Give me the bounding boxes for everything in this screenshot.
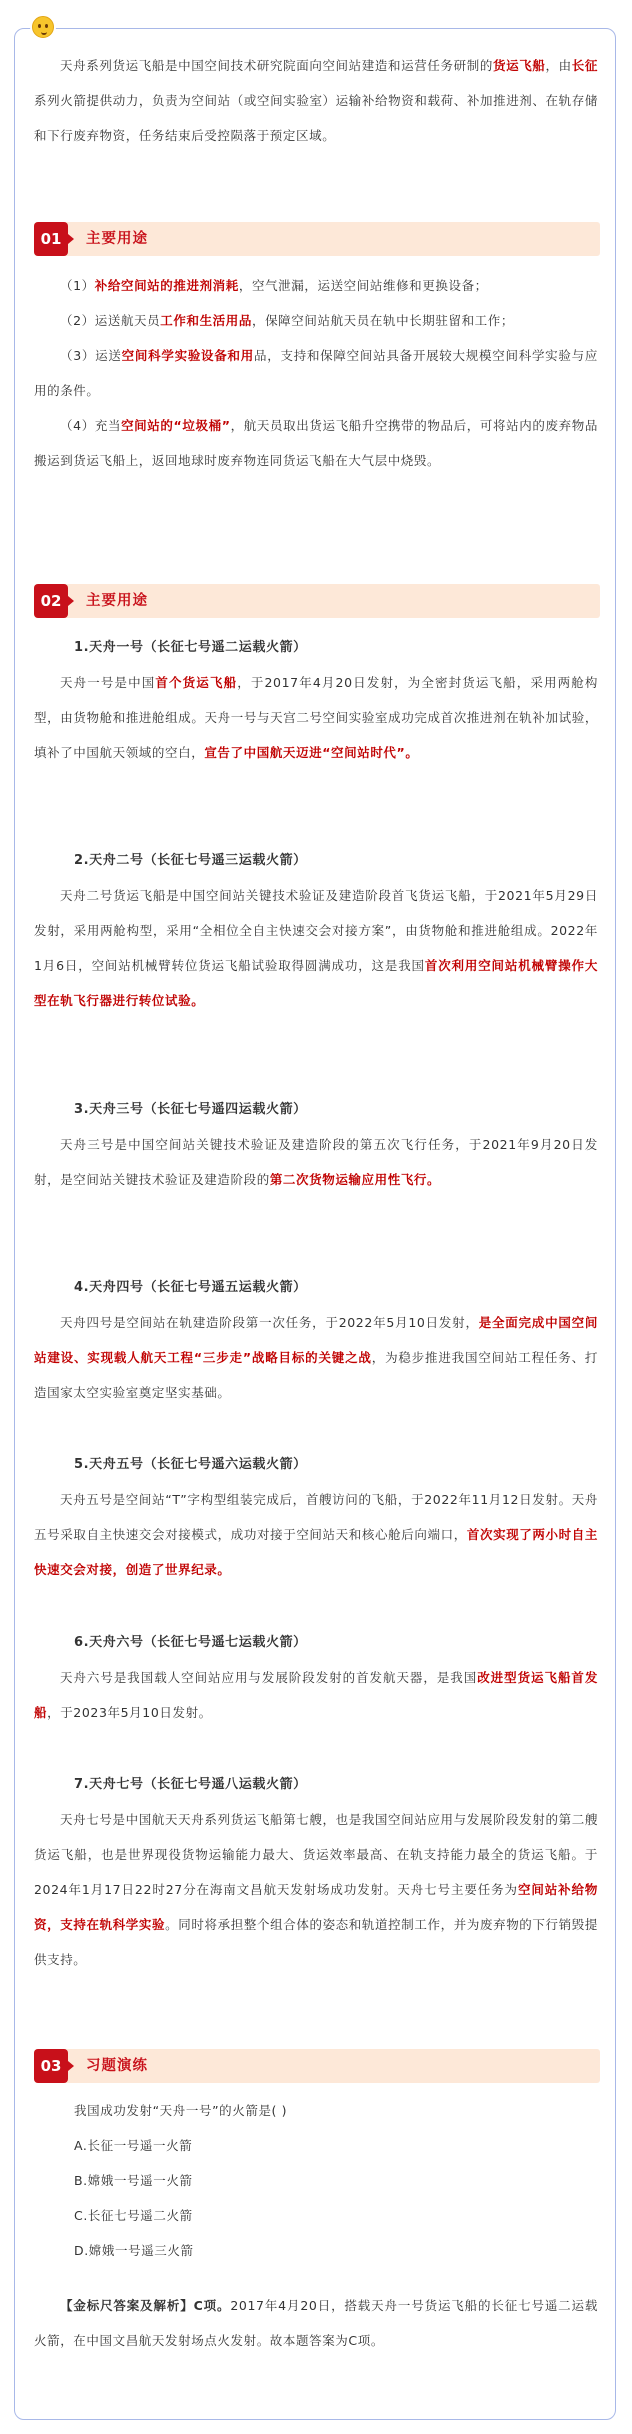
ship-title: 7.天舟七号（长征七号遥八运载火箭） bbox=[74, 1777, 307, 1792]
quiz-option: A.长征一号遥一火箭 bbox=[74, 2138, 193, 2153]
use-item: （1）补给空间站的推进剂消耗，空气泄漏，运送空间站维修和更换设备； bbox=[60, 278, 488, 293]
ship-2: 2.天舟二号（长征七号遥三运载火箭） 天舟二号货运飞船是中国空间站关键技术验证及建造阶段首飞货运飞船，于2021年5月29日发射，采用两舱构型，采用“全相位全自主快速交会对接方案”，由货物舱和推进舱组成。2022年1月6日，空间站机械臂转位货运飞船试验取得圆满成功，这是我国首次利用空间站机械臂操作大型在轨飞行器进行转位试验。 bbox=[34, 843, 598, 1018]
section-header-02: 02 主要用途 bbox=[34, 584, 600, 618]
quiz-option: C.长征七号遥二火箭 bbox=[74, 2208, 193, 2223]
smiley-icon bbox=[30, 14, 56, 40]
intro-paragraph: 天舟系列货运飞船是中国空间技术研究院面向空间站建造和运营任务研制的货运飞船，由长征系列火箭提供动力，负责为空间站（或空间实验室）运输补给物资和载荷、补加推进剂、在轨存储和下行废弃物资，任务结束后受控陨落于预定区域。 bbox=[34, 58, 599, 143]
ship-4: 4.天舟四号（长征七号遥五运载火箭） 天舟四号是空间站在轨建造阶段第一次任务，于2022年5月10日发射，是全面完成中国空间站建设、实现载人航天工程“三步走”战略目标的关键之战，为稳步推进我国空间站工程任务、打造国家太空实验室奠定坚实基础。 bbox=[34, 1270, 598, 1410]
ship-title: 2.天舟二号（长征七号遥三运载火箭） bbox=[74, 853, 307, 868]
ship-title: 4.天舟四号（长征七号遥五运载火箭） bbox=[74, 1280, 307, 1295]
ship-5: 5.天舟五号（长征七号遥六运载火箭） 天舟五号是空间站“T”字构型组装完成后，首艘访问的飞船，于2022年11月12日发射。天舟五号采取自主快速交会对接模式，成功对接于空间站天和核心舱后向端口，首次实现了两小时自主快速交会对接，创造了世界纪录。 bbox=[34, 1447, 598, 1587]
quiz bbox=[34, 2093, 598, 2268]
uses-list bbox=[34, 268, 598, 478]
use-item: （2）运送航天员工作和生活用品，保障空间站航天员在轨中长期驻留和工作； bbox=[60, 313, 514, 328]
quiz-answer: 【金标尺答案及解析】C项。2017年4月20日，搭载天舟一号货运飞船的长征七号遥二运载火箭，在中国文昌航天发射场点火发射。故本题答案为C项。 bbox=[34, 2298, 598, 2348]
quiz-option: D.嫦娥一号遥三火箭 bbox=[74, 2243, 194, 2258]
ship-title: 1.天舟一号（长征七号遥二运载火箭） bbox=[74, 640, 307, 655]
use-item: （3）运送空间科学实验设备和用品，支持和保障空间站具备开展较大规模空间科学实验与应用的条件。 bbox=[34, 348, 598, 398]
ship-title: 3.天舟三号（长征七号遥四运载火箭） bbox=[74, 1102, 307, 1117]
ship-7: 7.天舟七号（长征七号遥八运载火箭） 天舟七号是中国航天天舟系列货运飞船第七艘，也是我国空间站应用与发展阶段发射的第二艘货运飞船，也是世界现役货物运输能力最大、货运效率最高、在轨支持能力最全的货运飞船。于2024年1月17日22时27分在海南文昌航天发射场成功发射。天舟七号主要任务为空间站补给物资，支持在轨科学实验。同时将承担整个组合体的姿态和轨道控制工作，并为废弃物的下行销毁提供支持。 bbox=[34, 1767, 598, 1977]
ship-3: 3.天舟三号（长征七号遥四运载火箭） 天舟三号是中国空间站关键技术验证及建造阶段的第五次飞行任务，于2021年9月20日发射，是空间站关键技术验证及建造阶段的第二次货物运输应用性飞行。 bbox=[34, 1092, 598, 1197]
section-header-01: 01 主要用途 bbox=[34, 222, 600, 256]
quiz-question: 我国成功发射“天舟一号”的火箭是( ) bbox=[74, 2103, 288, 2118]
ship-title: 6.天舟六号（长征七号遥七运载火箭） bbox=[74, 1635, 307, 1650]
section-header-03: 03 习题演练 bbox=[34, 2049, 600, 2083]
ship-6: 6.天舟六号（长征七号遥七运载火箭） 天舟六号是我国载人空间站应用与发展阶段发射的首发航天器，是我国改进型货运飞船首发船，于2023年5月10日发射。 bbox=[34, 1625, 598, 1730]
use-item: （4）充当空间站的“垃圾桶”，航天员取出货运飞船升空携带的物品后，可将站内的废弃物品搬运到货运飞船上，返回地球时废弃物连同货运飞船在大气层中烧毁。 bbox=[34, 418, 598, 468]
ship-title: 5.天舟五号（长征七号遥六运载火箭） bbox=[74, 1457, 307, 1472]
quiz-option: B.嫦娥一号遥一火箭 bbox=[74, 2173, 193, 2188]
ship-1: 1.天舟一号（长征七号遥二运载火箭） 天舟一号是中国首个货运飞船，于2017年4月20日发射，为全密封货运飞船，采用两舱构型，由货物舱和推进舱组成。天舟一号与天宫二号空间实验室成功完成首次推进剂在轨补加试验，填补了中国航天领域的空白，宣告了中国航天迈进“空间站时代”。 bbox=[34, 630, 598, 770]
